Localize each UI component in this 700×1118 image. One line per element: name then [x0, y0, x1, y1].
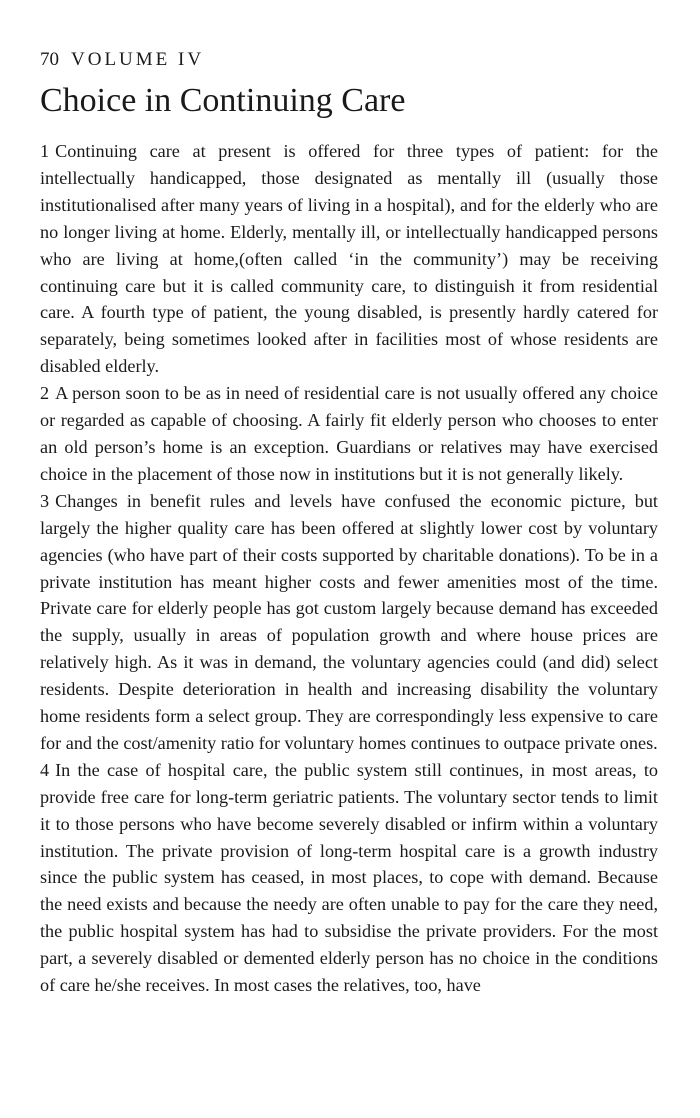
paragraph-text: A person soon to be as in need of residential care is not usually offered any choice or regarded as capable of choosing. A fairly fit elderly person who chooses to enter an old person’s home is an exception. Guardians or relatives may have exercised choice in the placement of those now in institutions but it is not generally likely. [40, 383, 658, 484]
paragraph-3 [40, 488, 658, 757]
paragraph-text: Changes in benefit rules and levels have confused the economic picture, but largely the higher quality care has been offered at slightly lower cost by voluntary agencies (who have part of their costs supported by charitable donations). To be in a private institution has meant higher costs and fewer amenities most of the time. Private care for elderly people has got custom largely because demand has exceeded the supply, usually in areas of population growth and where house prices are relatively high. As it was in demand, the voluntary agencies could (and did) select residents. Despite deterioration in health and increasing disability the voluntary home residents form a select group. They are correspondingly less expensive to care for and the cost/amenity ratio for voluntary homes continues to outpace private ones. [40, 490, 658, 753]
paragraph-1 [40, 138, 658, 380]
paragraph-text: In the case of hospital care, the public system still continues, in most areas, to provide free care for long-term geriatric patients. The voluntary sector tends to limit it to those persons who have become severely disabled or infirm within a voluntary institution. The private provision of long-term hospital care is a growth industry since the public system has ceased, in most places, to cope with demand. Because the need exists and because the needy are often unable to pay for the care they need, the public hospital system has had to subsidise the private providers. For the most part, a severely disabled or demented elderly person has no choice in the conditions of care he/she receives. In most cases the relatives, too, have [40, 759, 658, 996]
book-page [40, 48, 658, 999]
paragraph-text: Continuing care at present is offered for three types of patient: for the intellectually handicapped, those designated as mentally ill (usually those institutionalised after many years of living in a hospital), and for the elderly who are no longer living at home. Elderly, mentally ill, or intellectually handicapped persons who are living at home,(often called ‘in the community’) may be receiving continuing care but it is called community care, to distinguish it from residential care. A fourth type of patient, the young disabled, is presently hardly catered for separately, being sometimes looked after in facilities most of whose residents are disabled elderly. [40, 141, 658, 377]
paragraph-number: 1 [40, 141, 50, 161]
chapter-title: Choice in Continuing Care [40, 82, 406, 119]
paragraph-number: 3 [40, 490, 50, 511]
paragraph-4 [40, 757, 658, 999]
volume-label: VOLUME IV [71, 49, 205, 70]
body-text [40, 138, 658, 999]
page-number: 70 [40, 49, 59, 70]
paragraph-2 [40, 380, 658, 488]
paragraph-number: 2 [40, 383, 50, 404]
paragraph-number: 4 [40, 759, 50, 780]
running-head [40, 48, 658, 72]
